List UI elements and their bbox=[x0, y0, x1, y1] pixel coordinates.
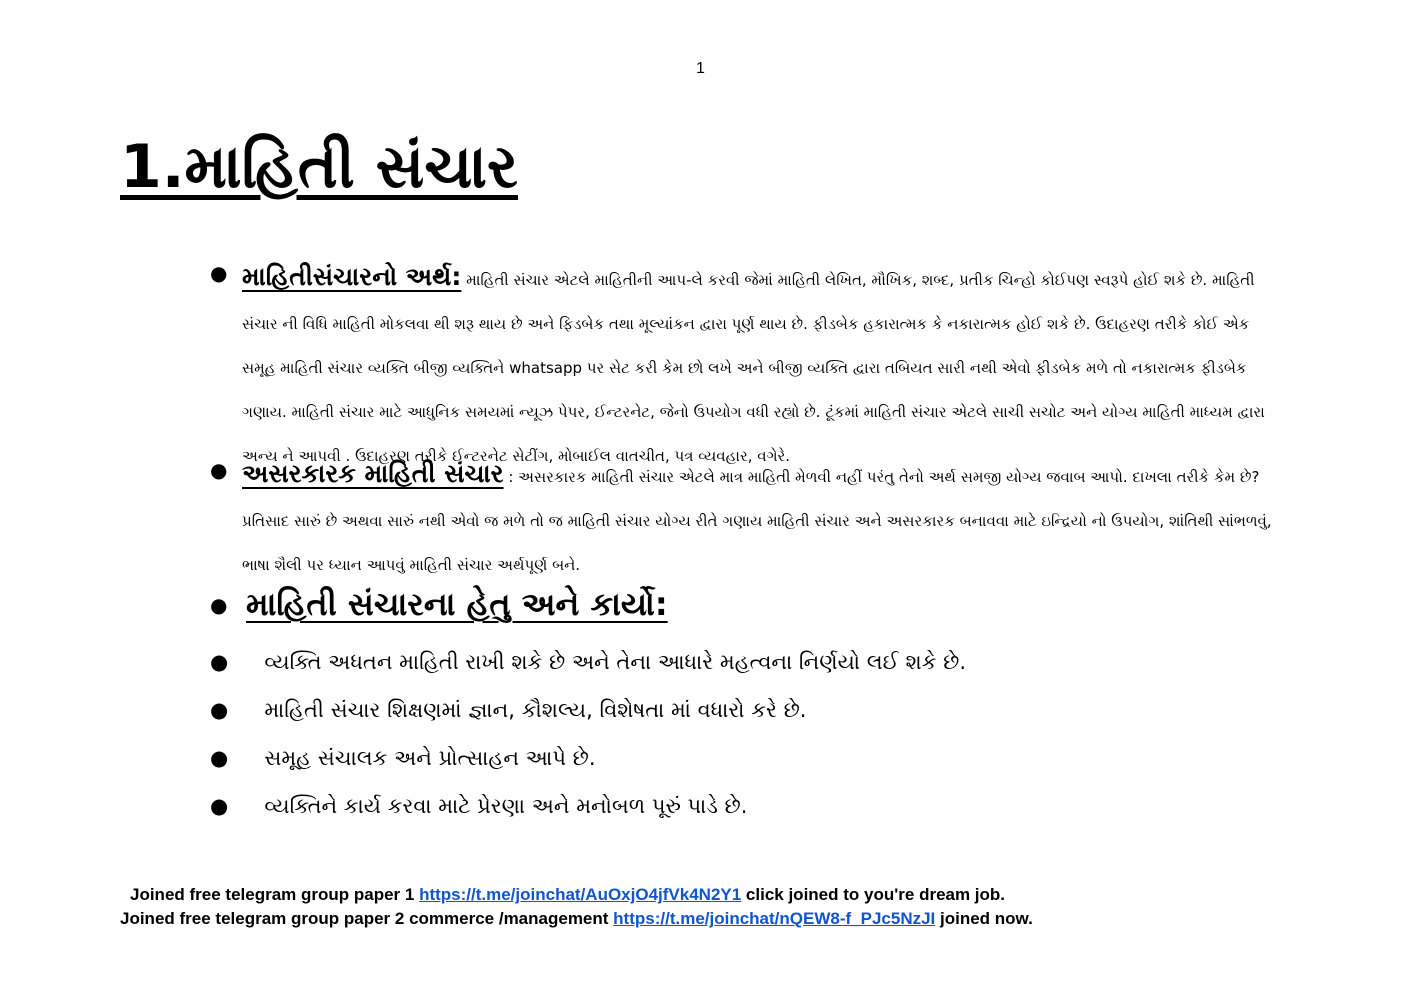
page-title: 1.માહિતી સંચાર bbox=[120, 132, 518, 202]
telegram-link-1[interactable]: https://t.me/joinchat/AuOxjO4jfVk4N2Y1 bbox=[419, 885, 742, 904]
bullet-icon: ● bbox=[210, 593, 228, 617]
section-body: : અસરકારક માહિતી સંચાર એટલે માત્ર માહિતી મેળવી નહીં પરંતુ તેનો અર્થ સમજી યોગ્ય જવાબ આપો. દાખલા તરીકે કેમ છે? પ્રતિસાદ સારું છે અથવા સારું નથી એવો જ મળે તો જ માહિતી સંચાર યોગ્ય રીતે ગણાય માહિતી સંચાર અને અસરકારક બનાવવા માટે ઇન્દ્રિયો નો ઉપયોગ, શાંતિથી સાંભળવું, ભાષા શૈલી પર ધ્યાન આપવું માહિતી સંચાર અર્થપૂર્ણ બને. bbox=[242, 468, 1272, 574]
page-number: 1 bbox=[696, 60, 705, 77]
section-effective bbox=[210, 452, 1285, 587]
footer-line-2 bbox=[120, 909, 1033, 929]
bullet-icon: ● bbox=[210, 746, 229, 770]
list-item-text: વ્યક્તિ અધતન માહિતી રાખી શકે છે અને તેના આધારે મહત્વના નિર્ણયો લઈ શકે છે. bbox=[264, 650, 967, 674]
footer-text: click joined to you're dream job. bbox=[741, 885, 1006, 904]
list-item bbox=[210, 698, 806, 723]
footer-text: Joined free telegram group paper 2 commerce /management bbox=[120, 909, 614, 928]
list-item bbox=[210, 650, 966, 675]
section-heading: માહિતીસંચારનો અર્થ: bbox=[242, 262, 462, 291]
list-item-text: સમૂહ સંચાલક અને પ્રોત્સાહન આપે છે. bbox=[264, 746, 596, 770]
list-item-text: માહિતી સંચાર શિક્ષણમાં જ્ઞાન, કૌશલ્ય, વિશેષતા માં વધારો કરે છે. bbox=[264, 698, 807, 722]
list-item bbox=[210, 794, 747, 819]
bullet-icon: ● bbox=[210, 458, 228, 482]
bullet-icon: ● bbox=[210, 261, 228, 285]
section-body: માહિતી સંચાર એટલે માહિતીની આપ-લે કરવી જેમાં માહિતી લેખિત, મૌખિક, શબ્દ, પ્રતીક ચિન્હો કોઈપણ સ્વરૂપે હોઈ શકે છે. માહિતી સંચાર ની વિધિ માહિતી મોકલવા થી શરૂ થાય છે અને ફિડબેક તથા મૂલ્યાંકન દ્વારા પૂર્ણ થાય છે. ફીડબેક હકારાત્મક કે નકારાત્મક હોઈ શકે છે. ઉદાહરણ તરીકે કોઈ એક સમૂહ માહિતી સંચાર વ્યક્તિ બીજી વ્યક્તિને whatsapp પર સેટ કરી કેમ છો લખે અને બીજી વ્યક્તિ દ્વારા તબિયત સારી નથી એવો ફીડબેક મળે તો નકારાત્મક ફીડબેક ગણાય. માહિતી સંચાર માટે આધુનિક સમયમાં ન્યૂઝ પેપર, ઈન્ટરનેટ, જેનો ઉપયોગ વધી રહ્યો છે. ટૂંકમાં માહિતી સંચાર એટલે સાચી સચોટ અને યોગ્ય માહિતી માધ્યમ દ્વારા અન્ય ને આપવી . ઉદાહરણ તરીકે ઈન્ટરનેટ સેટીંગ, મોબાઈલ વાતચીત, પત્ર વ્યવહાર, વગેરે. bbox=[242, 271, 1265, 465]
bullet-icon: ● bbox=[210, 698, 229, 722]
list-item-text: વ્યક્તિને કાર્ય કરવા માટે પ્રેરણા અને મનોબળ પૂરું પાડે છે. bbox=[264, 794, 748, 818]
bullet-icon: ● bbox=[210, 794, 229, 818]
bullet-icon: ● bbox=[210, 650, 229, 674]
section-meaning bbox=[210, 255, 1285, 478]
footer-text: Joined free telegram group paper 1 bbox=[130, 885, 420, 904]
section-heading: અસરકારક માહિતી સંચાર bbox=[242, 459, 504, 488]
purpose-heading bbox=[210, 585, 668, 624]
list-item bbox=[210, 746, 596, 771]
purpose-heading-text: માહિતી સંચારના હેતુ અને કાર્યો: bbox=[246, 585, 668, 623]
telegram-link-2[interactable]: https://t.me/joinchat/nQEW8-f_PJc5NzJI bbox=[613, 909, 936, 928]
footer-text: joined now. bbox=[935, 909, 1033, 928]
footer-line-1 bbox=[130, 885, 1005, 905]
